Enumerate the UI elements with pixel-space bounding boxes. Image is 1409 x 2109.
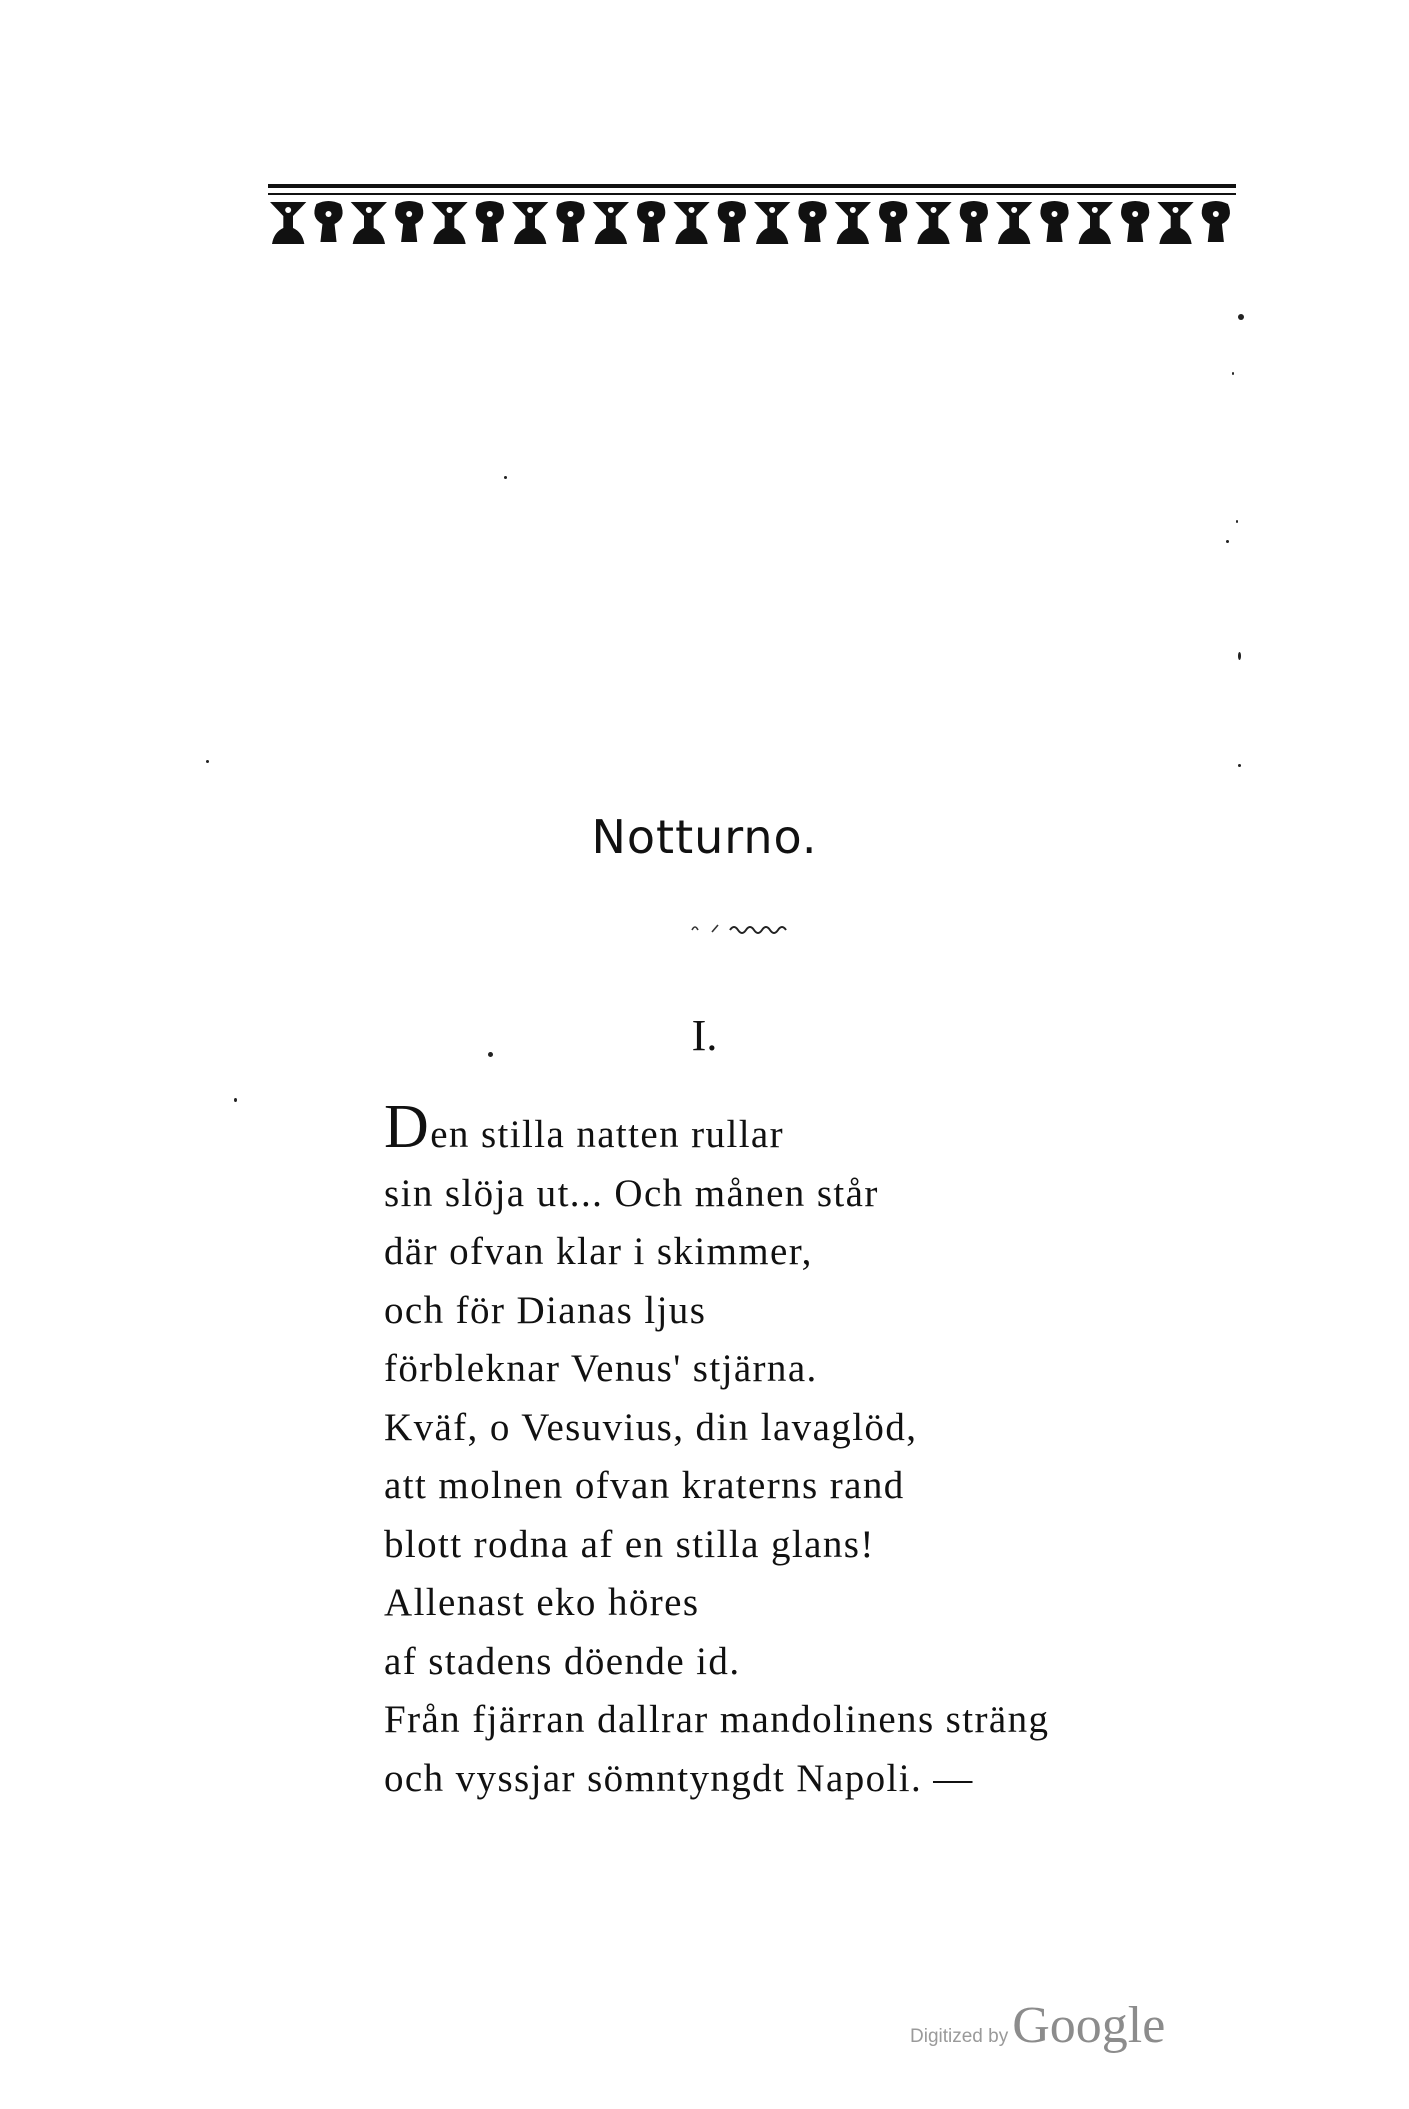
ornament-motif (835, 202, 871, 244)
poem-line: och för Dianas ljus (384, 1288, 707, 1332)
poem-line-first-rest: en stilla natten rullar (430, 1113, 785, 1156)
poem-line: Från fjärran dallrar mandolinens sträng (384, 1698, 1050, 1741)
decorative-header-band (268, 184, 1236, 252)
digitized-watermark (910, 1996, 1165, 2056)
watermark-prefix: Digitized by (910, 2026, 1009, 2047)
poem-line: där ofvan klar i skimmer, (384, 1230, 813, 1273)
ornament-motif (915, 202, 951, 244)
ornament-motif (1040, 201, 1068, 242)
ornament-motif (673, 202, 709, 244)
ornament-motif (431, 202, 467, 244)
ornament-motif (351, 202, 387, 244)
ornament-motif (798, 201, 826, 242)
poem-line: förbleknar Venus' stjärna. (384, 1347, 818, 1390)
ornament-motif (476, 201, 504, 242)
poem-line: sin slöja ut... Och månen står (384, 1171, 879, 1215)
ornament-motif (270, 202, 306, 244)
ornament-motif (593, 202, 629, 244)
ornament-motif (1121, 201, 1149, 242)
ornament-motif (395, 201, 423, 242)
poem-text (384, 1093, 1284, 1808)
section-number: I. (691, 1011, 718, 1060)
ornament-motif (314, 201, 342, 242)
watermark-brand: Google (1012, 1997, 1166, 2054)
poem-line: af stadens döende id. (384, 1639, 741, 1683)
drop-cap: D (384, 1093, 431, 1161)
poem-title: Notturno. (591, 810, 818, 864)
ornament-motif (637, 201, 665, 242)
title-flourish (690, 920, 810, 936)
ornament-motif (1202, 201, 1230, 242)
ornament-motif (718, 201, 746, 242)
poem-line: och vyssjar sömntyngdt Napoli. — (384, 1756, 974, 1800)
ornament-motif (879, 201, 907, 242)
poem-line: att molnen ofvan kraterns rand (384, 1464, 905, 1507)
ornament-motif (1157, 202, 1193, 244)
poem-line: Kväf, o Vesuvius, din lavaglöd, (384, 1405, 918, 1449)
ornament-motif (512, 202, 548, 244)
poem-line: blott rodna af en stilla glans! (384, 1522, 875, 1566)
header-rule-thin (268, 193, 1236, 195)
ornament-motif (960, 201, 988, 242)
header-rule-thick (268, 184, 1236, 188)
ornament-motif (996, 202, 1032, 244)
ornament-motif (754, 202, 790, 244)
poem-line-first (384, 1093, 1284, 1165)
ornament-pattern (268, 198, 1236, 248)
ornament-motif (556, 201, 584, 242)
poem-line: Allenast eko höres (384, 1581, 700, 1624)
ornament-motif (1077, 202, 1113, 244)
